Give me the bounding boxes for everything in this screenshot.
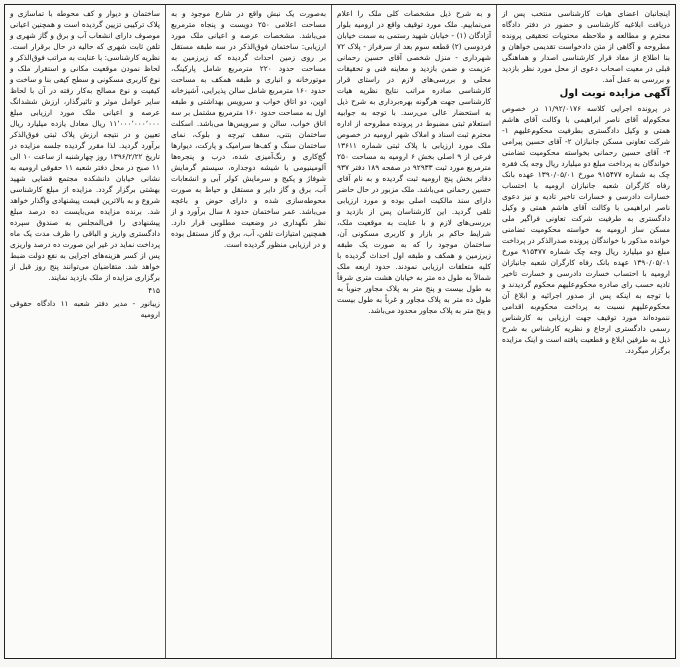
case-body-paragraph: در پرونده اجرایی کلاسه ۱۱/۹۲/۰۱۷۶ در خصوص محکوم‌له آقای ناصر ابراهیمی با وکالت آقای هاشم همتی و وکیل دادگستری بطرفیت محکوم‌علیهم ۱- شرکت تعاونی مسکن جانبازان ۲- آقای حسین پیرامی ۳- آقای حسین رحمانی بخواسته محکومیت تضامنی خواندگان به پرداخت مبلغ دو میلیارد ریال وجه یک فقره چک به شماره ۹۱۵۴۷۷ مورخ ۱۳۹۰/۰۵/۰۱ عهده بانک رفاه کارگران شعبه جانبازان ارومیه با احتساب خسارات دادرسی و خسارات تاخیر تادیه و نیز دعوی ناصر ابراهیمی با وکالت آقای هاشم همتی و وکیل دادگستری به طرفیت شرکت تعاونی فراگیر ملی مسکن ساز ارومیه به خواسته محکومیت تضامنی خوانده مذکور با خواندگان پرونده صدرالذکر در پرداخت مبلغ دو میلیارد ریال وجه چک شماره ۹۱۵۴۷۷ مورخ ۱۳۹۰/۰۵/۰۱ عهده بانک رفاه کارگران شعبه جانبازان ارومیه با احتساب خسارت دادرسی و خسارت تاخیر تادیه حسب رای صادره محکوم‌علیهم محکوم گردیدند و با توجه به اینکه پس از صدور اجرائیه و ابلاغ آن محکوم‌علیهم نسبت به پرداخت محکوم‌به اقدامی ننموده‌اند مورد توقیف جهت ارزیابی به کارشناس رسمی دادگستری ارجاع و نظریه کارشناس به شرح ذیل به طرفین ابلاغ و قطعیت یافته است و اینک مزایده برگزار میگردد. <box>502 104 671 355</box>
notice-title: آگهی مزایده نوبت اول <box>559 88 670 99</box>
building-specs-paragraph: به‌صورت یک نبش واقع در شارع موجود و به مساحت اعلامی ۲۵۰ دویست و پنجاه مترمربع می‌باشد. مشخصات عرصه و اعیانی ملک مورد ارزیابی: ساختمان فوق‌الذکر در سه طبقه مستقل بر روی زمین احداث گردیده که زیرزمین به مساحت حدود ۲۲۰ مترمربع شامل پارکینگ، موتورخانه و انباری و طبقه همکف به مساحت حدود ۱۶۰ مترمربع شامل سالن پذیرایی، آشپزخانه اوپن، دو اتاق خواب و سرویس بهداشتی و طبقه اول به مساحت حدود ۱۶۰ مترمربع مشتمل بر سه اتاق خواب، سالن و سرویس‌ها می‌باشد. اسکلت ساختمان بتنی، سقف تیرچه و بلوک، نمای ساختمان سنگ و کف‌ها سرامیک و پارکت، دیوارها گچ‌کاری و رنگ‌آمیزی شده، درب و پنجره‌ها آلومینیومی با شیشه دوجداره، سیستم گرمایش شوفاژ و پکیج و سرمایش کولر آبی و انشعابات آب، برق و گاز دایر و مستقل و حیاط به صورت محوطه‌سازی شده و دارای حوض و باغچه می‌باشد. عمر ساختمان حدود ۸ سال برآورد و از نظر نگهداری در وضعیت مطلوبی قرار دارد. همچنین امتیازات تلفن، آب، برق و گاز مستقل بوده و در ارزیابی منظور گردیده است. <box>171 9 327 249</box>
property-location-paragraph: و به شرح ذیل مشخصات کلی ملک را اعلام می‌نماییم. ملک مورد توقیف واقع در ارومیه بلوار آزادگان (۱) - خیابان شهید رستمی به سمت خیابان فردوسی (۲) قطعه سوم بعد از سرفراز - پلاک ۷۲ شهرداری - منزل شخصی آقای حسین رحمانی عزیمت و ضمن بازدید و معاینه فنی و تحقیقات محلی و بررسی‌های لازم در راستای قرار کارشناسی صادره مراتب نتایج نظریه هیات کارشناسی جهت هرگونه بهره‌برداری به شرح ذیل به استحضار عالی می‌رسد. با توجه به جوابیه استعلام ثبتی مضبوط در پرونده مطروحه از اداره محترم ثبت اسناد و املاک شهر ارومیه در خصوص ملک مورد ارزیابی با پلاک ثبتی شماره ۱۳۶۱۱ فرعی از ۹ اصلی بخش ۶ ارومیه به مساحت ۲۵۰ مترمربع مورد ثبت ۹۲۹۳۳ در صفحه ۱۸۹ دفتر ۹۳۷ دفاتر بخش پنج ارومیه ثبت گردیده و به نام آقای حسین رحمانی می‌باشد. ملک مزبور در حال حاضر دارای سند مالکیت اصلی بوده و مورد ارزیابی تلقی گردید. این کارشناسان پس از بازدید و بررسی‌های لازم و با عنایت به موقعیت ملک، شرایط حاکم بر بازار و کاربری مسکونی آن، ساختمان موجود را که به صورت یک طبقه زیرزمین و همکف و طبقه اول احداث گردیده با کلیه متعلقات ارزیابی نمودند. حدود اربعه ملک شمالاً به طول ده متر به خیابان هشت متری شرقاً به طول بیست و پنج متر به پلاک مجاور جنوباً به طول ده متر به پلاک مجاور و غرباً به طول بیست و پنج متر به پلاک مجاور محدود می‌باشد. <box>337 9 491 315</box>
valuation-auction-paragraph: ساختمان و دیوار و کف محوطه با تماسازی و پلاک ترکیبی تزیین گردیده است و همچنین اعیانی موصوف دارای انشعاب آب و برق و گاز شهری و تلفن ثابت شهری که حالیه در حال برقرار است. نظریه کارشناسی: با عنایت به مراتب فوق‌الذکر و لحاظ نمودن موقعیت مکانی و استقرار ملک و نوع کاربری مسکونی و سطح کیفی بنا و ساخت و کیفیت و نوع مصالح به‌کار رفته در آن با لحاظ سایر عوامل موثر و تاثیرگذار، ارزش ششدانگ عرصه و اعیانی ملک مورد ارزیابی مبلغ ۱۱٬۰۰۰٬۰۰۰٬۰۰۰ ریال معادل یازده میلیارد ریال تعیین و در نتیجه ارزش پلاک ثبتی فوق‌الذکر برآورد گردید. لذا مقرر گردیده جلسه مزایده در تاریخ ۱۳۹۶/۲/۲۲ روز چهارشنبه از ساعت ۱۰ الی ۱۱ صبح در محل دفتر شعبه ۱۱ حقوقی ارومیه به نشانی خیابان دانشکده مجتمع قضایی شهید بهشتی برگزار گردد. مزایده از مبلغ کارشناسی شروع و به بالاترین قیمت پیشنهادی واگذار خواهد شد. برنده مزایده می‌بایست ده درصد مبلغ پیشنهادی را فی‌المجلس به صندوق سپرده دادگستری واریز و الباقی را ظرف مدت یک ماه پرداخت نماید در غیر این صورت ده درصد واریزی پس از کسر هزینه‌های اجرایی به نفع دولت ضبط خواهد شد. متقاضیان می‌توانند پنج روز قبل از برگزاری مزایده از ملک بازدید نمایند. <box>10 9 160 282</box>
notice-code: ۴۱۵ <box>148 286 160 295</box>
notice-column-3 <box>166 5 332 658</box>
notice-column-1 <box>497 5 675 658</box>
signature-line: زیبانور - مدیر دفتر شعبه ۱۱ دادگاه حقوقی ارومیه <box>10 299 160 319</box>
newspaper-notice-page <box>4 4 676 659</box>
notice-column-4 <box>5 5 166 658</box>
intro-paragraph: اینجانبان اعضای هیات کارشناسی منتخب پس از دریافت ابلاغیه کارشناسی و حضور در دفتر دادگاه محترم و مطالعه و ملاحظه محتویات تحقیقی پرونده مطروحه و آگاهی از متن دادخواست تقدیمی خواهان و بنا اطلاع از مفاد قرار کارشناسی اصدار و هماهنگی قبلی در معیت اصحاب دعوی از محل مورد نظر بازدید و بررسی به عمل آمد. <box>502 9 670 84</box>
notice-column-2 <box>332 5 497 658</box>
